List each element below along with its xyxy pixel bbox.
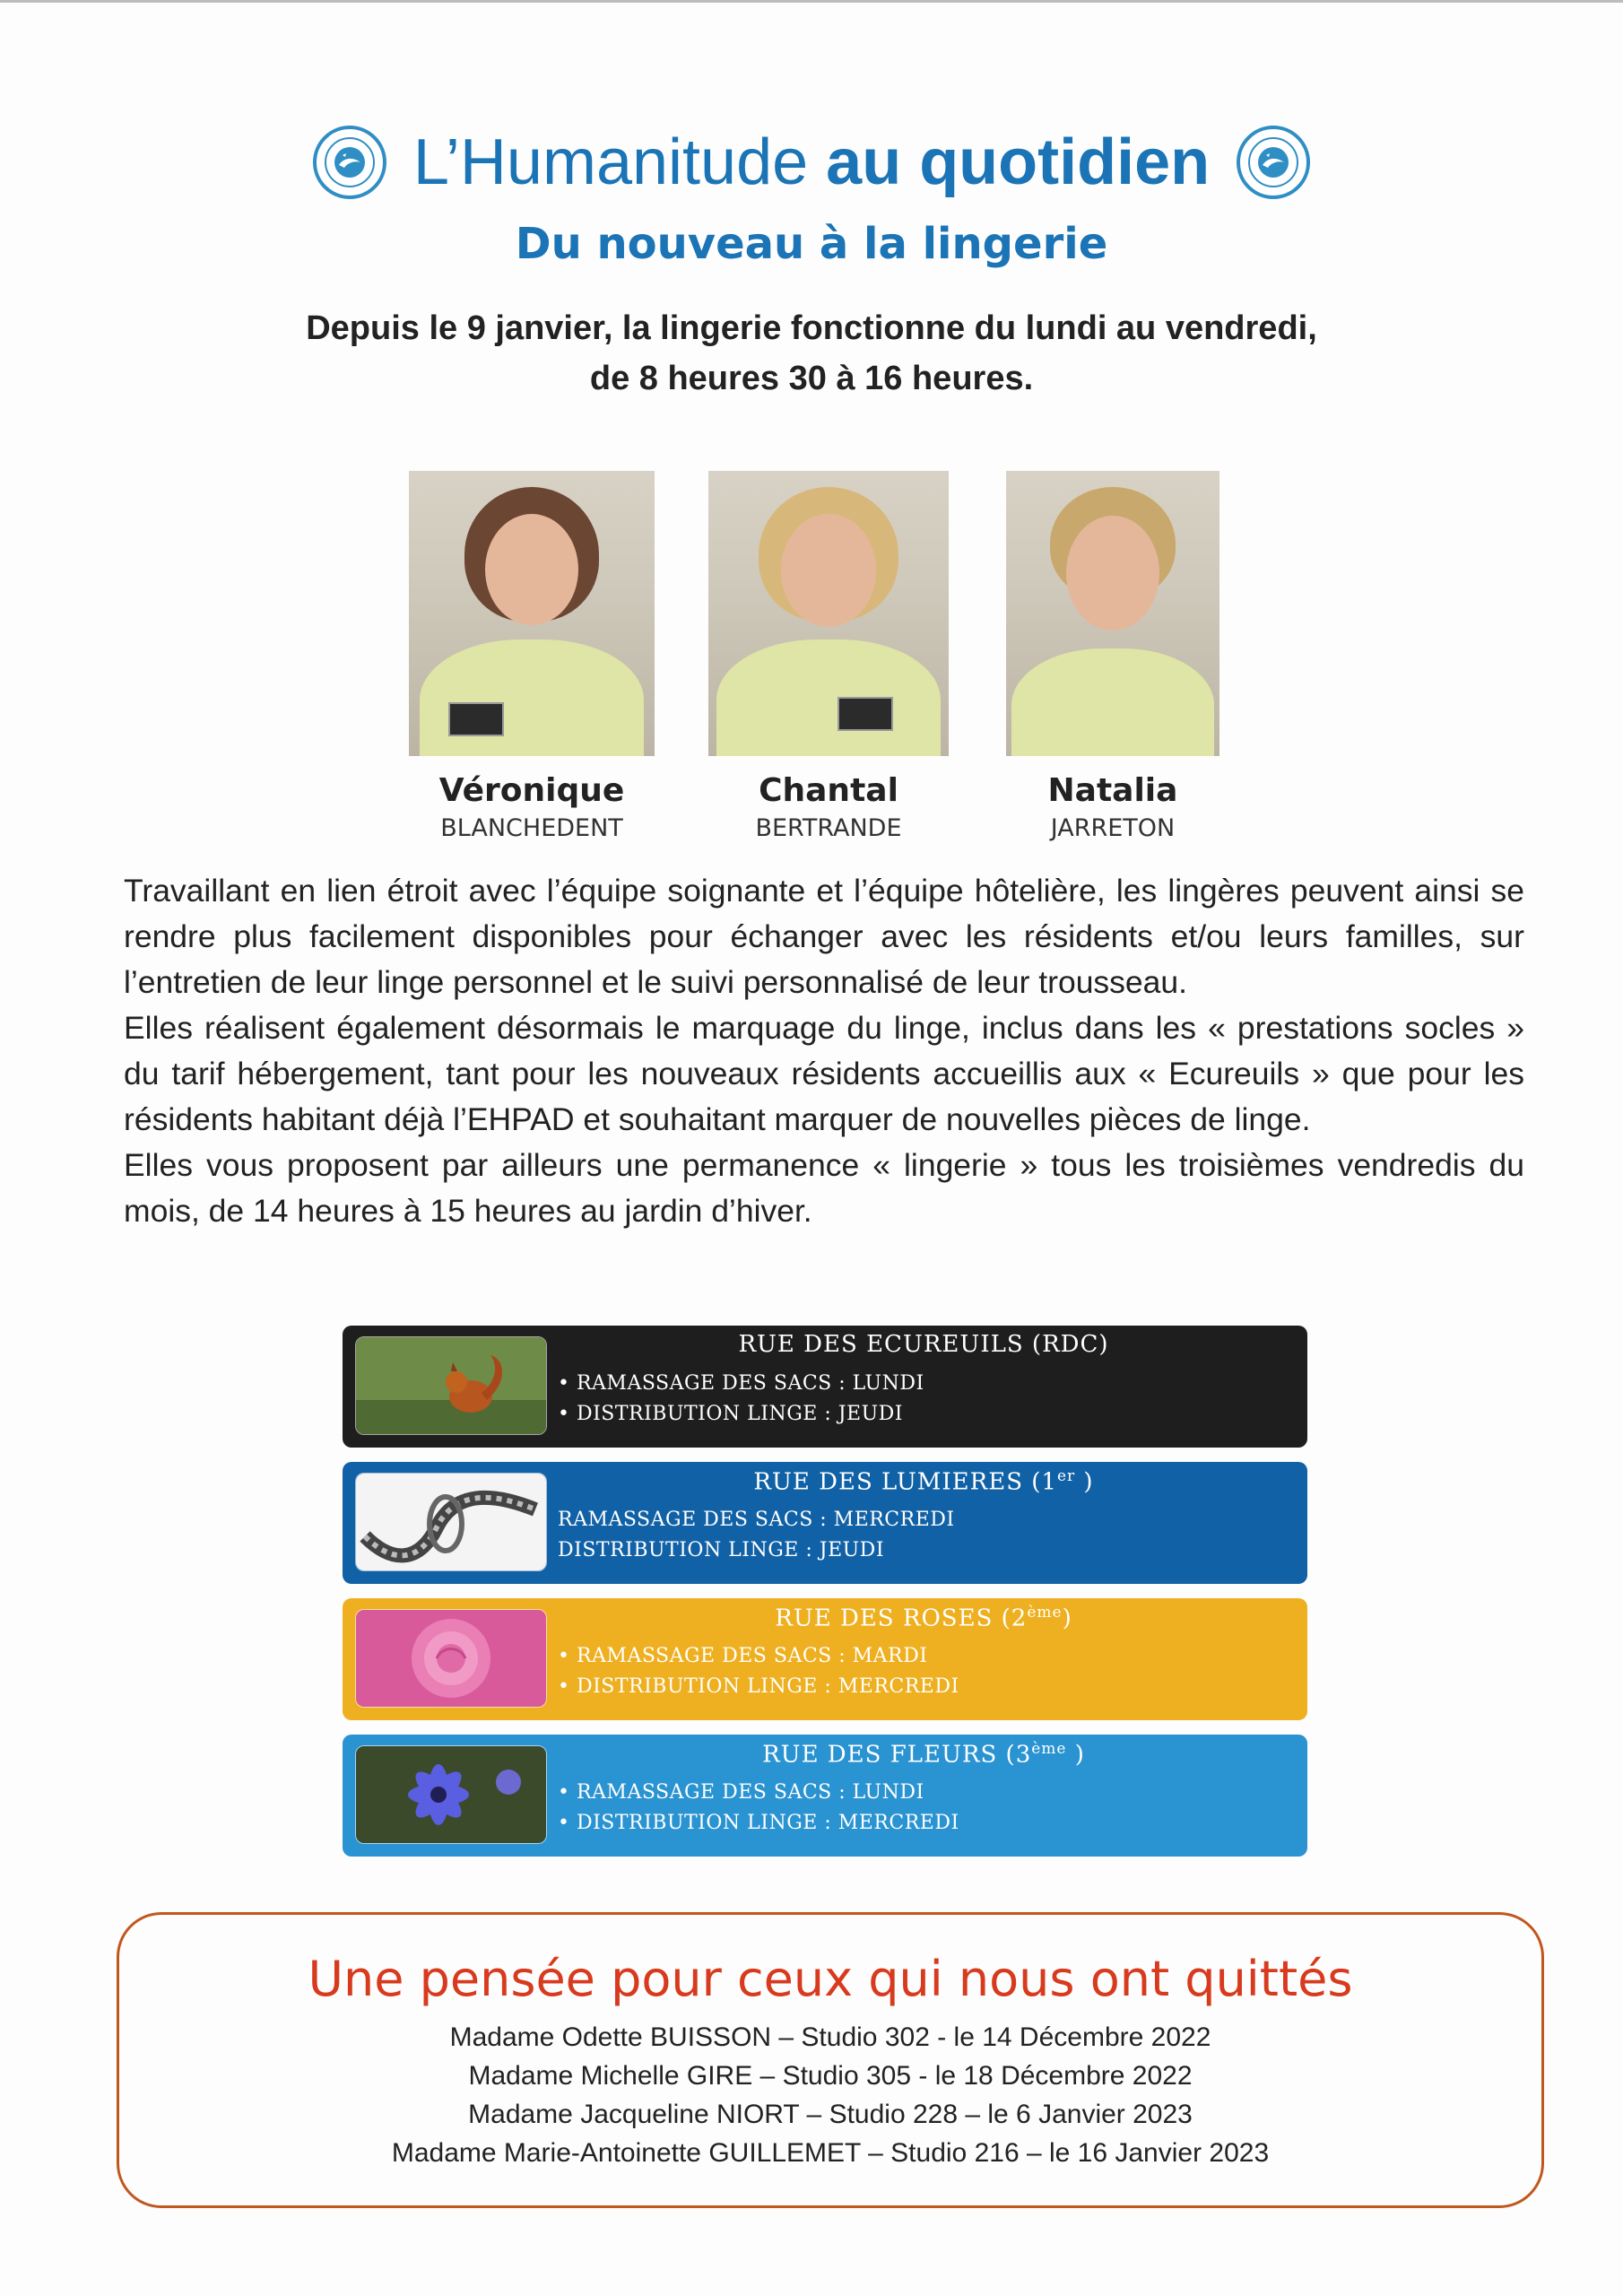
band-title-end: ): [1075, 1468, 1094, 1496]
pickup-day: • RAMASSAGE DES SACS : LUNDI: [558, 1372, 924, 1395]
band-title-end: ): [1062, 1605, 1072, 1632]
floor-ordinal: ème: [1027, 1604, 1063, 1622]
staff-photo: [708, 471, 949, 756]
memorial-title: Une pensée pour ceux qui nous ont quittés: [308, 1951, 1353, 2007]
blue-flower-image: [355, 1745, 547, 1844]
staff-first-name: Natalia: [1047, 772, 1178, 809]
memorial-entry: Madame Odette BUISSON – Studio 302 - le 14 Décembre 2022: [449, 2022, 1211, 2052]
squirrel-image: [355, 1336, 547, 1435]
band-title: [558, 1331, 1289, 1358]
delivery-day: DISTRIBUTION LINGE : JEUDI: [558, 1539, 885, 1561]
title-bold: au quotidien: [826, 126, 1211, 198]
humanitude-logo-icon: [313, 126, 386, 199]
schedule-band-lumieres: [343, 1462, 1307, 1584]
band-title: [558, 1740, 1289, 1769]
staff-last-name: JARRETON: [1050, 814, 1176, 842]
floor-ordinal: er: [1056, 1467, 1076, 1485]
paragraph: Elles réalisent également désormais le marquage du linge, inclus dans les « prestations socles » du tarif hébergement, tant pour les nouveaux résidents accueillis aux « Ecureuils » que pour les résidents habitant déjà l’EHPAD et souhaitant marquer de nouvelles pièces de linge.: [124, 1010, 1524, 1137]
hours-line-2: de 8 heures 30 à 16 heures.: [589, 360, 1034, 397]
hours-line-1: Depuis le 9 janvier, la lingerie fonctionne du lundi au vendredi,: [306, 309, 1317, 347]
memorial-list: [119, 2018, 1541, 2172]
staff-member: [708, 471, 949, 842]
band-title-end: ): [1066, 1741, 1085, 1769]
paragraph: Elles vous proposent par ailleurs une permanence « lingerie » tous les troisièmes vendredis du mois, de 14 heures à 15 heures au jardin d’hiver.: [124, 1147, 1524, 1229]
title-light: L’Humanitude: [412, 126, 809, 198]
rose-image: [355, 1609, 547, 1708]
memorial-entry: Madame Michelle GIRE – Studio 305 - le 18 Décembre 2022: [468, 2061, 1193, 2091]
humanitude-logo-icon: [1237, 126, 1310, 199]
pickup-day: • RAMASSAGE DES SACS : LUNDI: [558, 1781, 924, 1804]
pickup-day: RAMASSAGE DES SACS : MERCREDI: [558, 1509, 955, 1531]
band-title-text: RUE DES LUMIERES (1: [753, 1468, 1057, 1496]
header: [0, 126, 1623, 404]
lingerie-description: [124, 868, 1524, 1234]
memorial-entry: Madame Jacqueline NIORT – Studio 228 – le 6 Janvier 2023: [468, 2100, 1193, 2129]
page-title: [413, 126, 1210, 199]
opening-hours: [0, 303, 1623, 404]
staff-member: [1006, 471, 1219, 842]
memorial-box: [117, 1912, 1544, 2208]
schedule-list: [343, 1326, 1307, 1871]
page-subtitle: Du nouveau à la lingerie: [515, 219, 1108, 269]
delivery-day: • DISTRIBUTION LINGE : MERCREDI: [558, 1675, 959, 1698]
delivery-day: • DISTRIBUTION LINGE : JEUDI: [558, 1403, 903, 1425]
schedule-band-fleurs: [343, 1735, 1307, 1857]
staff-member: [409, 471, 655, 842]
band-title: [558, 1467, 1289, 1496]
band-title: [558, 1604, 1289, 1632]
band-title-text: RUE DES FLEURS (3: [762, 1741, 1032, 1769]
delivery-day: • DISTRIBUTION LINGE : MERCREDI: [558, 1812, 959, 1834]
film-reel-image: [355, 1473, 547, 1571]
pickup-day: • RAMASSAGE DES SACS : MARDI: [558, 1645, 928, 1667]
staff-photo: [409, 471, 655, 756]
memorial-entry: Madame Marie-Antoinette GUILLEMET – Studio 216 – le 16 Janvier 2023: [391, 2138, 1270, 2168]
schedule-band-roses: [343, 1598, 1307, 1720]
staff-photo: [1006, 471, 1219, 756]
paragraph: Travaillant en lien étroit avec l’équipe soignante et l’équipe hôtelière, les lingères peuvent ainsi se rendre plus facilement disponibles pour échanger avec les résidents et/ou leurs familles, sur l’entretien de leur linge personnel et le suivi personnalisé de leur trousseau.: [124, 873, 1524, 1000]
staff-last-name: BERTRANDE: [755, 814, 902, 842]
staff-last-name: BLANCHEDENT: [440, 814, 623, 842]
band-title-text: RUE DES ROSES (2: [775, 1605, 1028, 1632]
floor-ordinal: ème: [1031, 1740, 1067, 1758]
staff-first-name: Chantal: [759, 772, 898, 809]
title-row: [0, 126, 1623, 199]
top-rule: [0, 0, 1623, 3]
band-title-text: RUE DES ECUREUILS (RDC): [738, 1331, 1109, 1358]
staff-first-name: Véronique: [438, 772, 625, 809]
schedule-band-ecureuils: [343, 1326, 1307, 1448]
